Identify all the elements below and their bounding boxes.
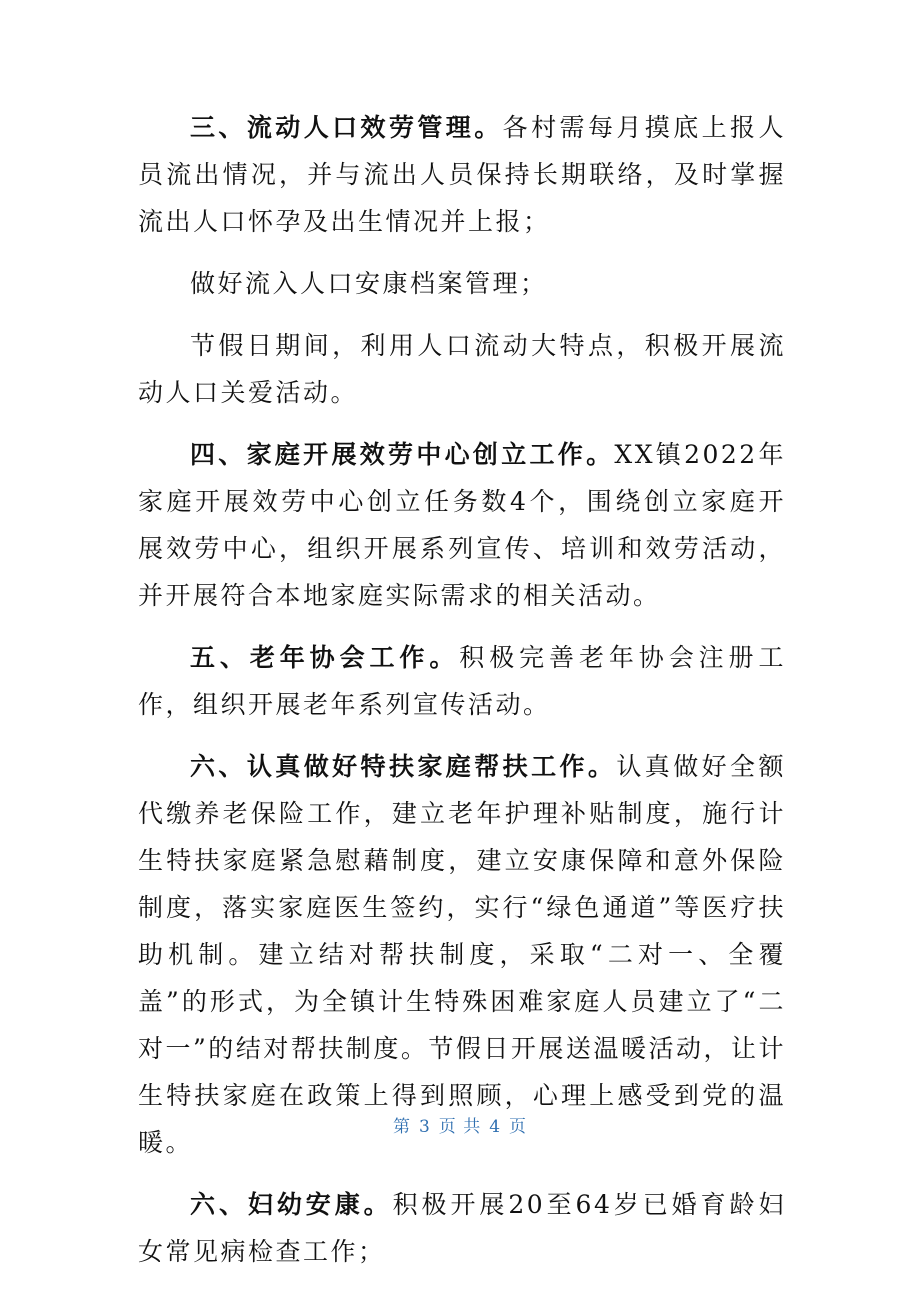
paragraph-floating-population xyxy=(138,104,786,245)
footer-suffix: 页 xyxy=(509,1117,528,1137)
paragraph-text: 积极开展20至64岁已婚育龄妇女常见病检查工作； xyxy=(138,1190,786,1266)
paragraph-heading: 五、老年协会工作。 xyxy=(190,643,460,672)
paragraph-heading: 三、流动人口效劳管理。 xyxy=(190,113,503,142)
paragraph-text: 认真做好全额代缴养老保险工作，建立老年护理补贴制度，施行计生特扶家庭紧急慰藉制度，建立安康保障和意外保险制度，落实家庭医生签约，实行“绿色通道”等医疗扶助机制。建立结对帮扶制度，采取“二对一、全覆盖”的形式，为全镇计生特殊困难家庭人员建立了“二对一”的结对帮扶制度。节假日开展送温暖活动，让计生特扶家庭在政策上得到照顾，心理上感受到党的温暖。 xyxy=(138,752,786,1157)
footer-prefix: 第 xyxy=(392,1117,411,1137)
paragraph-special-family-support xyxy=(138,743,786,1166)
footer-total-pages: 4 xyxy=(489,1117,502,1137)
paragraph-heading: 六、妇幼安康。 xyxy=(190,1190,393,1219)
page-footer xyxy=(0,1112,920,1137)
paragraph-text: 积极完善老年协会注册工作，组织开展老年系列宣传活动。 xyxy=(138,643,786,719)
paragraph-heading: 六、认真做好特扶家庭帮扶工作。 xyxy=(190,752,617,781)
footer-mid: 页 共 xyxy=(438,1117,482,1137)
paragraph-text: XX镇2022年家庭开展效劳中心创立任务数4个，围绕创立家庭开展效劳中心，组织开展系列宣传、培训和效劳活动，并开展符合本地家庭实际需求的相关活动。 xyxy=(138,440,786,610)
paragraph-holiday-care xyxy=(138,322,786,416)
paragraph-text: 节假日期间，利用人口流动大特点，积极开展流动人口关爱活动。 xyxy=(138,331,786,407)
paragraph-elderly-association xyxy=(138,634,786,728)
footer-page-number: 3 xyxy=(418,1117,431,1137)
paragraph-health-records xyxy=(138,260,786,307)
paragraph-maternal-child-health xyxy=(138,1181,786,1275)
paragraph-heading: 四、家庭开展效劳中心创立工作。 xyxy=(190,440,615,469)
paragraph-family-center xyxy=(138,431,786,619)
paragraph-text: 做好流入人口安康档案管理； xyxy=(190,269,548,298)
paragraph-text: 各村需每月摸底上报人员流出情况，并与流出人员保持长期联络，及时掌握流出人口怀孕及出生情况并上报； xyxy=(138,113,786,236)
